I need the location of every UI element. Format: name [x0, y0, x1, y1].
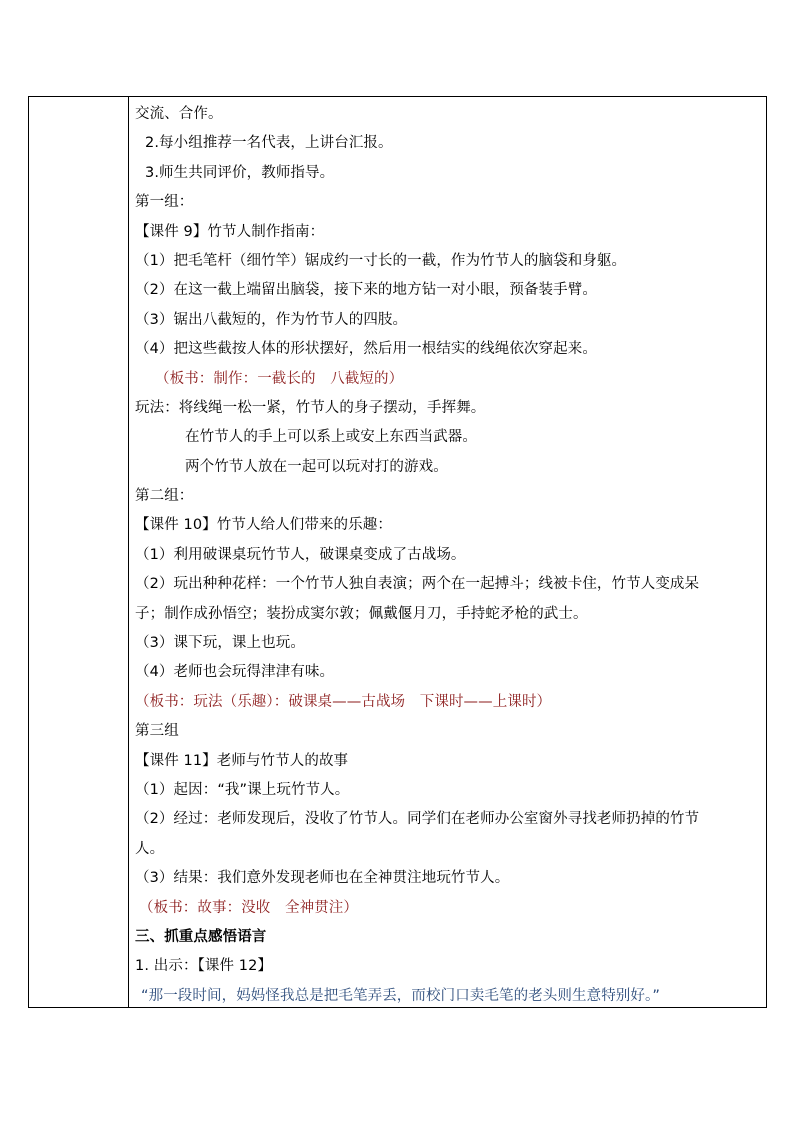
list-item: （2）玩出种种花样：一个竹节人独自表演；两个在一起搏斗；线被卡住，竹节人变成呆 — [135, 576, 700, 593]
play-method-detail: 两个竹节人放在一起可以玩对打的游戏。 — [185, 458, 448, 475]
play-method-detail: 在竹节人的手上可以系上或安上东西当武器。 — [185, 429, 477, 446]
group-2-heading: 第二组： — [135, 488, 194, 505]
list-item: （4）把这些截按人体的形状摆好，然后用一根结实的线绳依次穿起来。 — [135, 341, 597, 358]
board-note-making: （板书：制作：一截长的 八截短的） — [155, 370, 404, 387]
list-item: （2）经过：老师发现后，没收了竹节人。同学们在老师办公室窗外寻找老师扔掉的竹节 — [135, 811, 700, 828]
list-item: （1）把毛笔杆（细竹竿）锯成约一寸长的一截，作为竹节人的脑袋和身躯。 — [135, 252, 627, 269]
step-3: 3.师生共同评价，教师指导。 — [145, 164, 335, 181]
board-note-play: （板书：玩法（乐趣）：破课桌——古战场 下课时——上课时） — [135, 693, 552, 710]
text-line: 交流、合作。 — [135, 106, 223, 122]
group-1-heading: 第一组： — [135, 194, 194, 211]
group-3-heading: 第三组 — [135, 723, 179, 740]
list-item: （1）利用破课桌玩竹节人，破课桌变成了古战场。 — [135, 546, 466, 563]
play-method: 玩法：将线绳一松一紧，竹节人的身子摆动，手挥舞。 — [135, 399, 486, 416]
step-2: 2.每小组推荐一名代表，上讲台汇报。 — [145, 135, 393, 152]
board-note-story: （板书：故事：没收 全神贯注） — [139, 899, 358, 916]
list-item: （2）在这一截上端留出脑袋，接下来的地方钻一对小眼，预备装手臂。 — [135, 282, 597, 299]
list-item: （4）老师也会玩得津津有味。 — [135, 664, 335, 681]
lesson-content-cell — [135, 100, 765, 1011]
show-courseware-12: 1. 出示：【课件 12】 — [135, 958, 273, 975]
list-item: （1）起因：“我”课上玩竹节人。 — [135, 781, 350, 798]
courseware-10-title: 【课件 10】竹节人给人们带来的乐趣： — [135, 517, 392, 534]
courseware-11-title: 【课件 11】老师与竹节人的故事 — [135, 752, 349, 769]
table-column-divider — [128, 96, 129, 1008]
list-item: （3）锯出八截短的，作为竹节人的四肢。 — [135, 311, 408, 328]
list-item-continuation: 人。 — [135, 840, 165, 857]
list-item: （3）课下玩，课上也玩。 — [135, 635, 305, 652]
list-item: （3）结果：我们意外发现老师也在全神贯注地玩竹节人。 — [135, 870, 510, 887]
section-3-heading: 三、抓重点感悟语言 — [135, 928, 267, 945]
list-item-continuation: 子；制作成孙悟空；装扮成窦尔敦；佩戴偃月刀，手持蛇矛枪的武士。 — [135, 605, 588, 622]
quote-text: “那一段时间，妈妈怪我总是把毛笔弄丢，而校门口卖毛笔的老头则生意特别好。” — [141, 987, 660, 1004]
courseware-9-title: 【课件 9】竹节人制作指南： — [135, 223, 325, 240]
